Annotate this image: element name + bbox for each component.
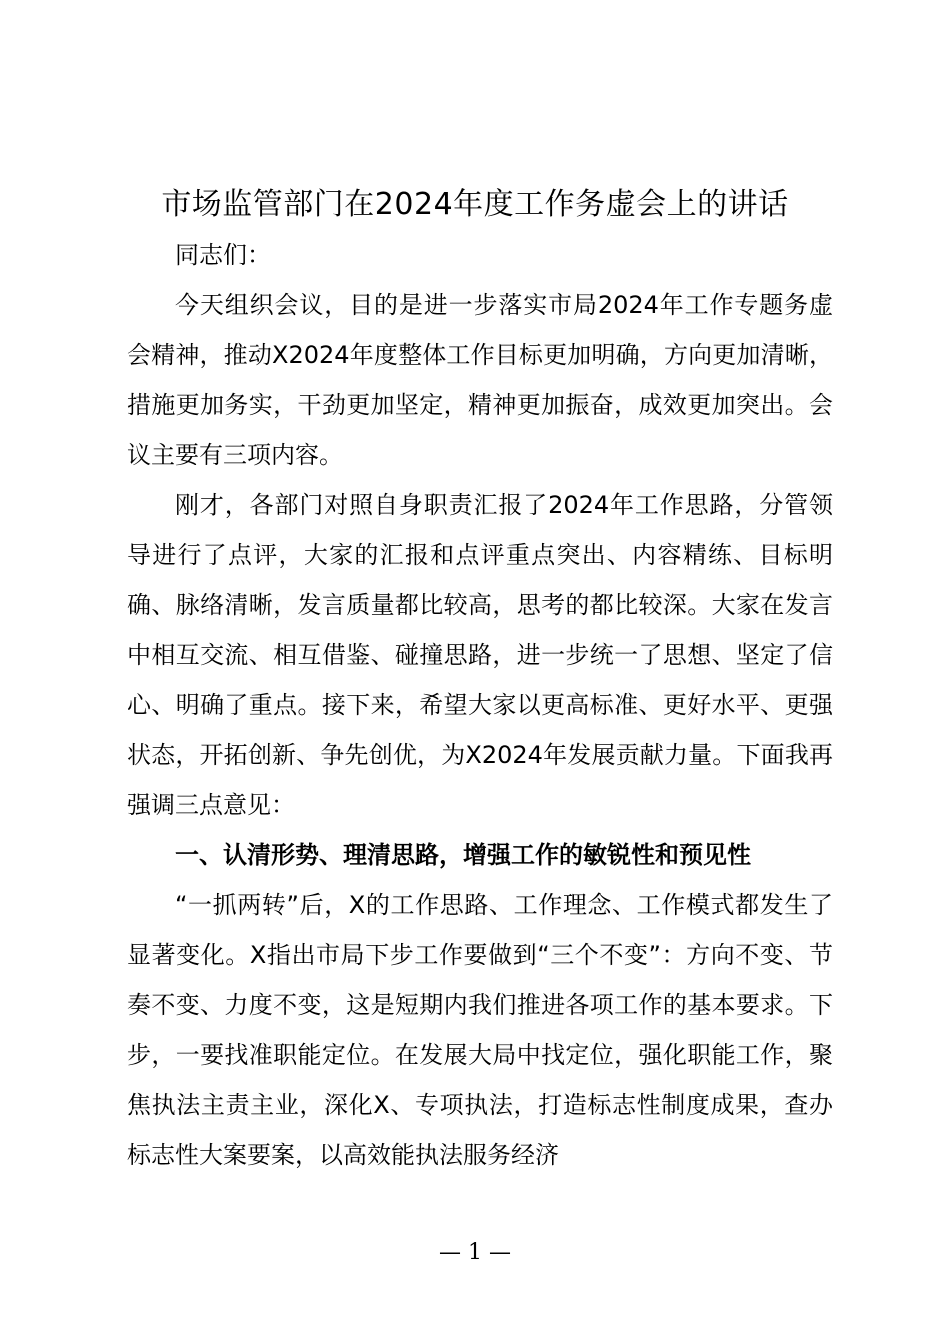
document-title: 市场监管部门在2024年度工作务虚会上的讲话 — [161, 187, 789, 222]
paragraph-section-1: “一抓两转”后，X的工作思路、工作理念、工作模式都发生了显著变化。X指出市局下步工作要做到“三个不变”：方向不变、节奏不变、力度不变，这是短期内我们推进各项工作的基本要求。下步，一要找准职能定位。在发展大局中找定位，强化职能工作，聚焦执法主责主业，深化X、专项执法，打造标志性制度成果，查办标志性大案要案，以高效能执法服务经济 — [127, 891, 833, 1169]
paragraph-intro: 今天组织会议，目的是进一步落实市局2024年工作专题务虚会精神，推动X2024年度整体工作目标更加明确，方向更加清晰，措施更加务实，干劲更加坚定，精神更加振奋，成效更加突出。会议主要有三项内容。 — [127, 291, 833, 469]
page-number: — 1 — — [439, 1240, 511, 1265]
salutation: 同志们： — [175, 241, 271, 269]
document-body — [127, 230, 833, 1180]
section-heading-1: 一、认清形势、理清思路，增强工作的敏锐性和预见性 — [175, 841, 751, 869]
paragraph-review: 刚才，各部门对照自身职责汇报了2024年工作思路，分管领导进行了点评，大家的汇报和点评重点突出、内容精练、目标明确、脉络清晰，发言质量都比较高，思考的都比较深。大家在发言中相互交流、相互借鉴、碰撞思路，进一步统一了思想、坚定了信心、明确了重点。接下来，希望大家以更高标准、更好水平、更强状态，开拓创新、争先创优，为X2024年发展贡献力量。下面我再强调三点意见： — [127, 491, 833, 819]
